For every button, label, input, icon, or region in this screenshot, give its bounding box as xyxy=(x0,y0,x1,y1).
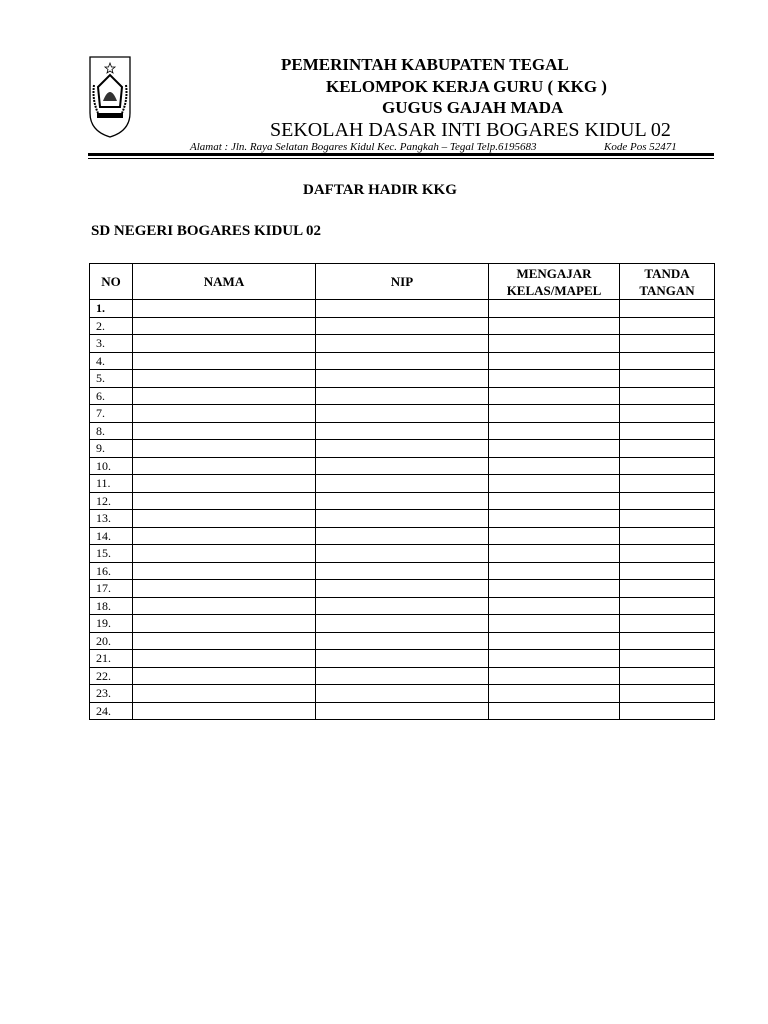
nip-cell[interactable] xyxy=(316,562,489,580)
mengajar-cell[interactable] xyxy=(489,632,620,650)
nama-cell[interactable] xyxy=(133,615,316,633)
nama-cell[interactable] xyxy=(133,527,316,545)
table-row xyxy=(90,562,715,580)
row-number: 14. xyxy=(90,527,133,545)
row-number: 21. xyxy=(90,650,133,668)
row-number: 20. xyxy=(90,632,133,650)
tanda-tangan-cell[interactable] xyxy=(620,667,715,685)
tanda-tangan-cell[interactable] xyxy=(620,615,715,633)
row-number: 23. xyxy=(90,685,133,703)
letterhead-postal-code: Kode Pos 52471 xyxy=(604,141,677,153)
header-divider-thick xyxy=(88,153,714,156)
tanda-tangan-cell[interactable] xyxy=(620,457,715,475)
nip-cell[interactable] xyxy=(316,650,489,668)
nama-cell[interactable] xyxy=(133,562,316,580)
nama-cell[interactable] xyxy=(133,405,316,423)
nip-cell[interactable] xyxy=(316,632,489,650)
nip-cell[interactable] xyxy=(316,457,489,475)
tanda-tangan-cell[interactable] xyxy=(620,650,715,668)
tanda-tangan-cell[interactable] xyxy=(620,597,715,615)
nama-cell[interactable] xyxy=(133,300,316,318)
table-row xyxy=(90,667,715,685)
table-header-row xyxy=(90,264,715,300)
table-row xyxy=(90,510,715,528)
letterhead-address: Alamat : Jln. Raya Selatan Bogares Kidul Kec. Pangkah – Tegal Telp.6195683 xyxy=(190,141,537,153)
row-number: 6. xyxy=(90,387,133,405)
table-row xyxy=(90,527,715,545)
row-number: 8. xyxy=(90,422,133,440)
row-number: 5. xyxy=(90,370,133,388)
tanda-tangan-cell[interactable] xyxy=(620,580,715,598)
nama-cell[interactable] xyxy=(133,597,316,615)
table-row xyxy=(90,335,715,353)
tanda-tangan-cell[interactable] xyxy=(620,335,715,353)
header-mengajar: MENGAJAR KELAS/MAPEL xyxy=(489,264,620,300)
tanda-tangan-cell[interactable] xyxy=(620,370,715,388)
nip-cell[interactable] xyxy=(316,510,489,528)
nama-cell[interactable] xyxy=(133,667,316,685)
mengajar-cell[interactable] xyxy=(489,667,620,685)
table-row xyxy=(90,545,715,563)
table-row xyxy=(90,405,715,423)
nama-cell[interactable] xyxy=(133,387,316,405)
row-number: 18. xyxy=(90,597,133,615)
tanda-tangan-cell[interactable] xyxy=(620,545,715,563)
row-number: 9. xyxy=(90,440,133,458)
mengajar-cell[interactable] xyxy=(489,545,620,563)
row-number: 7. xyxy=(90,405,133,423)
mengajar-cell[interactable] xyxy=(489,370,620,388)
attendance-table xyxy=(89,263,715,720)
tanda-tangan-cell[interactable] xyxy=(620,317,715,335)
nip-cell[interactable] xyxy=(316,685,489,703)
nip-cell[interactable] xyxy=(316,527,489,545)
nip-cell[interactable] xyxy=(316,492,489,510)
nama-cell[interactable] xyxy=(133,370,316,388)
table-row xyxy=(90,300,715,318)
mengajar-cell[interactable] xyxy=(489,597,620,615)
mengajar-cell[interactable] xyxy=(489,615,620,633)
nip-cell[interactable] xyxy=(316,580,489,598)
tanda-tangan-cell[interactable] xyxy=(620,422,715,440)
mengajar-cell[interactable] xyxy=(489,580,620,598)
nama-cell[interactable] xyxy=(133,545,316,563)
mengajar-cell[interactable] xyxy=(489,457,620,475)
letterhead-line-2: KELOMPOK KERJA GURU ( KKG ) xyxy=(326,77,607,96)
nip-cell[interactable] xyxy=(316,702,489,720)
mengajar-cell[interactable] xyxy=(489,562,620,580)
nip-cell[interactable] xyxy=(316,545,489,563)
nama-cell[interactable] xyxy=(133,685,316,703)
table-row xyxy=(90,387,715,405)
row-number: 3. xyxy=(90,335,133,353)
header-divider-thin xyxy=(88,158,714,159)
nama-cell[interactable] xyxy=(133,352,316,370)
row-number: 16. xyxy=(90,562,133,580)
tanda-tangan-cell[interactable] xyxy=(620,685,715,703)
nip-cell[interactable] xyxy=(316,615,489,633)
mengajar-cell[interactable] xyxy=(489,527,620,545)
table-row xyxy=(90,492,715,510)
row-number: 17. xyxy=(90,580,133,598)
nip-cell[interactable] xyxy=(316,597,489,615)
nama-cell[interactable] xyxy=(133,650,316,668)
row-number: 1. xyxy=(90,300,133,318)
table-row xyxy=(90,702,715,720)
row-number: 22. xyxy=(90,667,133,685)
row-number: 13. xyxy=(90,510,133,528)
nama-cell[interactable] xyxy=(133,492,316,510)
row-number: 4. xyxy=(90,352,133,370)
mengajar-cell[interactable] xyxy=(489,387,620,405)
mengajar-cell[interactable] xyxy=(489,650,620,668)
tanda-tangan-cell[interactable] xyxy=(620,702,715,720)
tanda-tangan-cell[interactable] xyxy=(620,475,715,493)
mengajar-cell[interactable] xyxy=(489,335,620,353)
nama-cell[interactable] xyxy=(133,632,316,650)
table-row xyxy=(90,370,715,388)
table-row xyxy=(90,597,715,615)
nama-cell[interactable] xyxy=(133,317,316,335)
tanda-tangan-cell[interactable] xyxy=(620,510,715,528)
mengajar-cell[interactable] xyxy=(489,300,620,318)
nip-cell[interactable] xyxy=(316,667,489,685)
mengajar-cell[interactable] xyxy=(489,492,620,510)
nip-cell[interactable] xyxy=(316,317,489,335)
nip-cell[interactable] xyxy=(316,475,489,493)
table-row xyxy=(90,422,715,440)
nip-cell[interactable] xyxy=(316,405,489,423)
table-row xyxy=(90,457,715,475)
mengajar-cell[interactable] xyxy=(489,510,620,528)
table-row xyxy=(90,615,715,633)
mengajar-cell[interactable] xyxy=(489,352,620,370)
nama-cell[interactable] xyxy=(133,335,316,353)
mengajar-cell[interactable] xyxy=(489,685,620,703)
row-number: 15. xyxy=(90,545,133,563)
row-number: 24. xyxy=(90,702,133,720)
row-number: 19. xyxy=(90,615,133,633)
row-number: 10. xyxy=(90,457,133,475)
table-row xyxy=(90,475,715,493)
row-number: 2. xyxy=(90,317,133,335)
tanda-tangan-cell[interactable] xyxy=(620,300,715,318)
tanda-tangan-cell[interactable] xyxy=(620,527,715,545)
nama-cell[interactable] xyxy=(133,457,316,475)
nama-cell[interactable] xyxy=(133,702,316,720)
mengajar-cell[interactable] xyxy=(489,422,620,440)
header-tanda-tangan: TANDA TANGAN xyxy=(620,264,715,300)
nama-cell[interactable] xyxy=(133,440,316,458)
nip-cell[interactable] xyxy=(316,300,489,318)
table-row xyxy=(90,317,715,335)
mengajar-cell[interactable] xyxy=(489,317,620,335)
nama-cell[interactable] xyxy=(133,580,316,598)
nip-cell[interactable] xyxy=(316,352,489,370)
letterhead-line-1: PEMERINTAH KABUPATEN TEGAL xyxy=(281,55,569,74)
tanda-tangan-cell[interactable] xyxy=(620,632,715,650)
nip-cell[interactable] xyxy=(316,335,489,353)
letterhead-line-4: SEKOLAH DASAR INTI BOGARES KIDUL 02 xyxy=(270,119,671,141)
regency-emblem-logo xyxy=(88,55,132,139)
letterhead-line-3: GUGUS GAJAH MADA xyxy=(382,98,564,117)
table-row xyxy=(90,650,715,668)
mengajar-cell[interactable] xyxy=(489,440,620,458)
row-number: 12. xyxy=(90,492,133,510)
row-number: 11. xyxy=(90,475,133,493)
tanda-tangan-cell[interactable] xyxy=(620,405,715,423)
header-nip: NIP xyxy=(316,264,489,300)
table-row xyxy=(90,632,715,650)
mengajar-cell[interactable] xyxy=(489,405,620,423)
mengajar-cell[interactable] xyxy=(489,702,620,720)
nip-cell[interactable] xyxy=(316,370,489,388)
school-name: SD NEGERI BOGARES KIDUL 02 xyxy=(91,223,322,239)
tanda-tangan-cell[interactable] xyxy=(620,492,715,510)
table-row xyxy=(90,685,715,703)
tanda-tangan-cell[interactable] xyxy=(620,562,715,580)
tanda-tangan-cell[interactable] xyxy=(620,387,715,405)
header-no: NO xyxy=(90,264,133,300)
nama-cell[interactable] xyxy=(133,475,316,493)
nip-cell[interactable] xyxy=(316,422,489,440)
mengajar-cell[interactable] xyxy=(489,475,620,493)
table-row xyxy=(90,580,715,598)
nip-cell[interactable] xyxy=(316,387,489,405)
nama-cell[interactable] xyxy=(133,422,316,440)
nama-cell[interactable] xyxy=(133,510,316,528)
nip-cell[interactable] xyxy=(316,440,489,458)
header-nama: NAMA xyxy=(133,264,316,300)
table-row xyxy=(90,440,715,458)
document-title: DAFTAR HADIR KKG xyxy=(303,182,457,198)
table-row xyxy=(90,352,715,370)
tanda-tangan-cell[interactable] xyxy=(620,352,715,370)
tanda-tangan-cell[interactable] xyxy=(620,440,715,458)
